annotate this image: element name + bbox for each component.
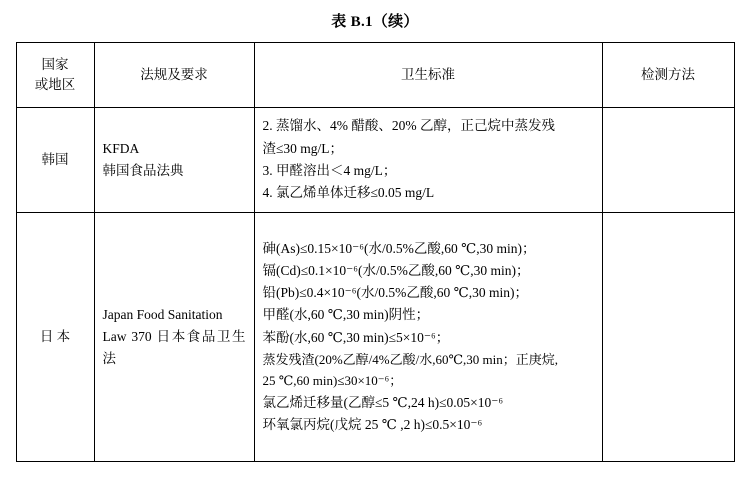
regulation-line: 韩国食品法典	[102, 163, 184, 178]
cell-method-japan	[602, 213, 734, 462]
standard-line: 苯酚(水,60 ℃,30 min)≤5×10⁻⁶；	[262, 329, 450, 345]
standard-line: 环氧氯丙烷(戊烷 25 ℃ ,2 h)≤0.5×10⁻⁶	[262, 417, 483, 433]
cell-country-japan: 日 本	[16, 213, 94, 462]
regulation-line: Law 370 日本食品卫生法	[102, 328, 246, 367]
header-country-line2: 或地区	[34, 77, 76, 92]
cell-country-korea: 韩国	[16, 108, 94, 213]
header-country	[16, 43, 94, 108]
standard-line: 4. 氯乙烯单体迁移≤0.05 mg/L	[262, 185, 435, 201]
header-regulation: 法规及要求	[94, 43, 254, 108]
table-caption: 表 B.1（续）	[331, 14, 419, 30]
standard-line: 25 ℃,60 min)≤30×10⁻⁶；	[262, 373, 403, 389]
standard-line: 镉(Cd)≤0.1×10⁻⁶(水/0.5%乙酸,60 ℃,30 min)；	[262, 262, 530, 278]
standard-line: 氯乙烯迁移量(乙醇≤5 ℃,24 h)≤0.05×10⁻⁶	[262, 394, 504, 410]
standard-line: 砷(As)≤0.15×10⁻⁶(水/0.5%乙酸,60 ℃,30 min)；	[262, 240, 536, 256]
standard-line: 甲醛(水,60 ℃,30 min)阴性；	[262, 307, 430, 323]
standard-line: 2. 蒸馏水、4% 醋酸、20% 乙醇，正己烷中蒸发残	[262, 118, 555, 134]
table-body	[16, 108, 734, 462]
standard-line: 蒸发残渣(20%乙醇/4%乙酸/水,60℃,30 min；正庚烷,	[262, 351, 558, 367]
standard-line: 渣≤30 mg/L；	[262, 140, 344, 156]
standards-table	[16, 42, 735, 462]
table-row	[16, 108, 734, 213]
header-test-method: 检测方法	[602, 43, 734, 108]
cell-method-korea	[602, 108, 734, 213]
cell-standard-japan	[254, 213, 602, 462]
regulation-line: Japan Food Sanitation	[102, 306, 223, 322]
cell-standard-korea	[254, 108, 602, 213]
standard-line: 铅(Pb)≤0.4×10⁻⁶(水/0.5%乙酸,60 ℃,30 min)；	[262, 285, 528, 301]
table-header	[16, 43, 734, 108]
cell-regulation-korea	[94, 108, 254, 213]
regulation-line: KFDA	[102, 140, 140, 156]
header-country-line1: 国家	[41, 57, 69, 73]
table-row	[16, 213, 734, 462]
cell-regulation-japan	[94, 213, 254, 462]
header-hygiene-standard: 卫生标准	[254, 43, 602, 108]
header-row	[16, 43, 734, 108]
standard-line: 3. 甲醛溶出＜4 mg/L；	[262, 163, 397, 178]
